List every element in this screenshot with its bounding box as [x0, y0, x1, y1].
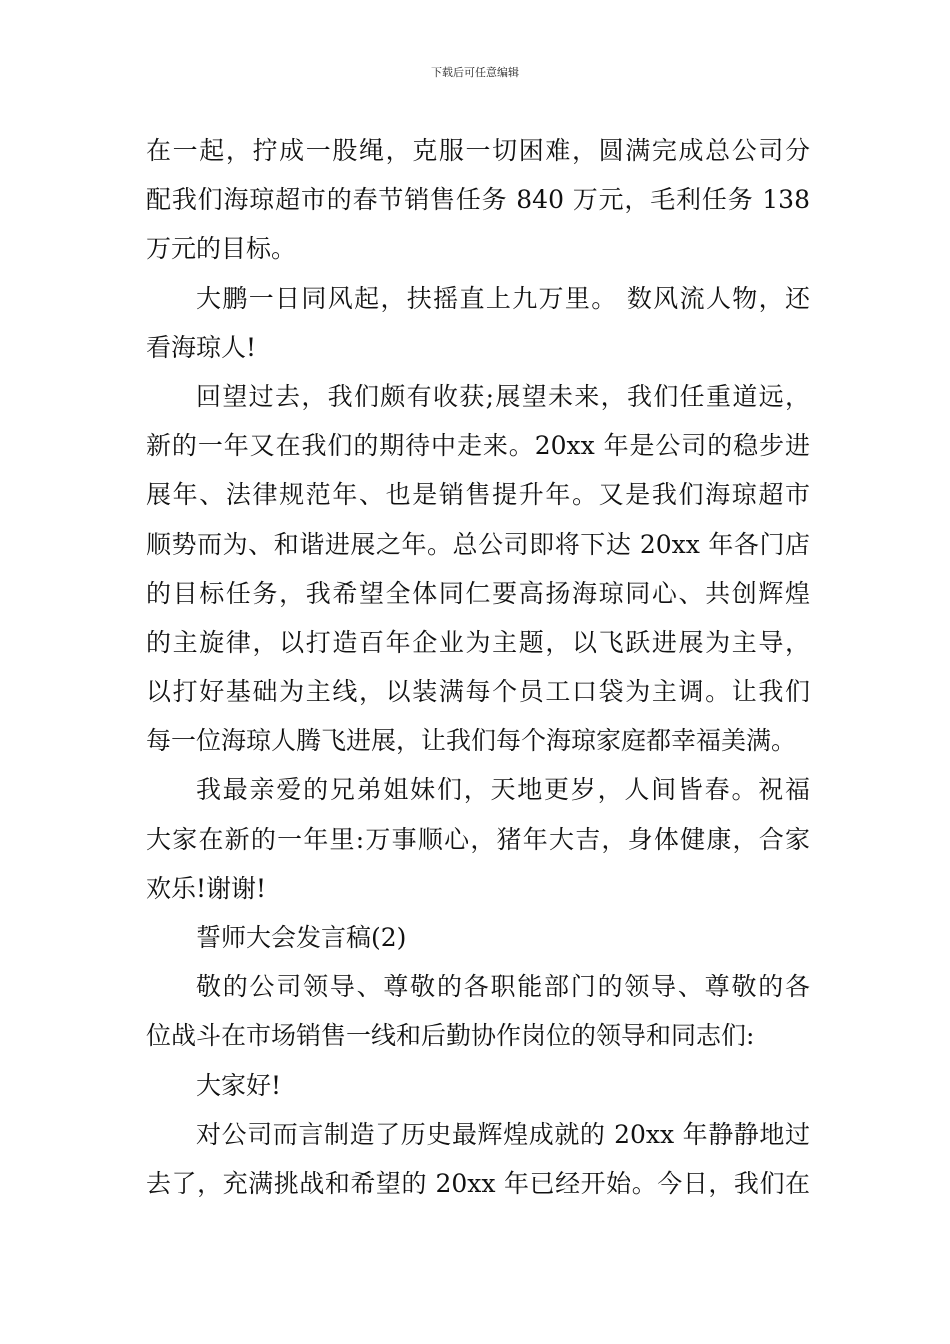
text-line: 在一起，拧成一股绳，克服一切困难，圆满完成总公司分 — [146, 136, 810, 165]
text-line: 顺势而为、和谐进展之年。总公司即将下达 20xx 年各门店 — [146, 529, 810, 559]
text-line: 大家在新的一年里:万事顺心，猪年大吉，身体健康，合家 — [146, 824, 810, 854]
text-line: 大鹏一日同风起，扶摇直上九万里。 数风流人物，还 — [196, 283, 810, 313]
text-line: 的主旋律，以打造百年企业为主题，以飞跃进展为主导， — [146, 627, 810, 657]
text-line: 我最亲爱的兄弟姐妹们，天地更岁，人间皆春。祝福 — [196, 775, 810, 805]
text-line: 的目标任务，我希望全体同仁要高扬海琼同心、共创辉煌 — [146, 578, 810, 608]
text-line: 对公司而言制造了历史最辉煌成就的 20xx 年静静地过 — [196, 1119, 810, 1149]
text-line: 配我们海琼超市的春节销售任务 840 万元，毛利任务 138 — [146, 185, 810, 215]
text-line: 以打好基础为主线，以装满每个员工口袋为主调。让我们 — [146, 677, 810, 707]
document-body — [146, 126, 810, 1208]
section-heading: 誓师大会发言稿(2) — [196, 923, 407, 952]
text-line: 去了，充满挑战和希望的 20xx 年已经开始。今日，我们在 — [146, 1168, 810, 1198]
text-line: 展年、法律规范年、也是销售提升年。又是我们海琼超市 — [146, 480, 810, 510]
page-header-note: 下载后可任意编辑 — [431, 66, 519, 79]
text-line: 敬的公司领导、尊敬的各职能部门的领导、尊敬的各 — [196, 972, 810, 1002]
text-line: 回望过去，我们颇有收获;展望未来，我们任重道远， — [196, 381, 810, 411]
text-line: 看海琼人! — [146, 332, 257, 362]
text-line: 欢乐!谢谢! — [146, 873, 267, 903]
text-line: 位战斗在市场销售一线和后勤协作岗位的领导和同志们: — [146, 1021, 755, 1051]
text-line: 每一位海琼人腾飞进展，让我们每个海琼家庭都幸福美满。 — [146, 726, 797, 756]
text-line: 新的一年又在我们的期待中走来。20xx 年是公司的稳步进 — [146, 431, 810, 461]
text-line: 万元的目标。 — [146, 234, 297, 264]
text-line: 大家好! — [196, 1070, 282, 1100]
